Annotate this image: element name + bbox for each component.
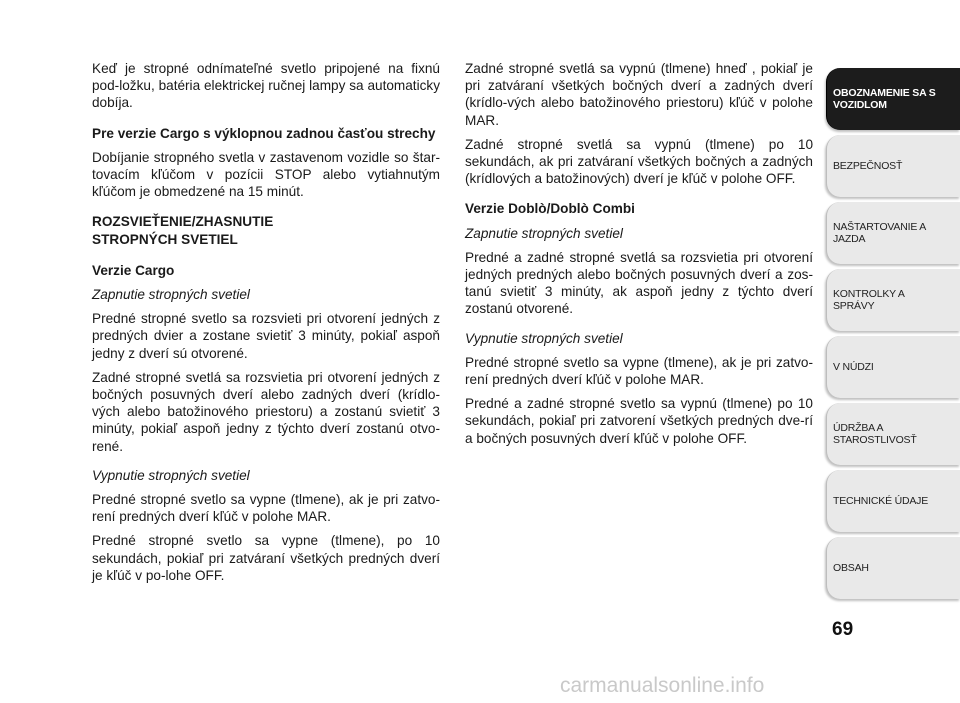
rear-light-off-mar-paragraph: Zadné stropné svetlá sa vypnú (tlmene) hneď , pokiaľ je pri zatváraní všetkých bočných dverí a zadných dverí (krídlo-vých alebo batožinového priestoru) kľúč v polohe MAR. <box>465 61 813 128</box>
tab-kontrolky[interactable] <box>826 269 960 331</box>
tab-udrzba[interactable] <box>826 403 960 465</box>
section-heading <box>92 213 440 247</box>
tab-v-nudzi[interactable] <box>826 336 960 398</box>
charging-paragraph: Dobíjanie stropného svetla v zastavenom vozidle so štar-tovacím kľúčom v pozícii STOP alebo vytiahnutým kľúčom je obmedzené na 15 minút. <box>92 149 440 200</box>
left-column <box>92 60 440 591</box>
right-column <box>465 60 813 454</box>
front-light-off-mar-paragraph: Predné stropné svetlo sa vypne (tlmene), ak je pri zatvo-rení predných dverí kľúč v polohe MAR. <box>92 492 440 525</box>
tab-oboznamenie[interactable] <box>826 68 960 130</box>
tab-label: ÚDRŽBA A STAROSTLIVOSŤ <box>833 422 917 446</box>
front-light-on-paragraph: Predné stropné svetlo sa rozsvieti pri otvorení jedných z predných dvier a zostane svietiť 3 minúty, pokiaľ aspoň jedny z dverí sú otvorené. <box>92 311 440 361</box>
doblo-switch-on-subheading: Zapnutie stropných svetiel <box>465 225 623 241</box>
tab-technicke-udaje[interactable] <box>826 470 960 532</box>
doblo-front-off-paragraph: Predné stropné svetlo sa vypne (tlmene), ak je pri zatvo-rení predných dverí kľúč v polohe MAR. <box>465 354 813 388</box>
tab-label: OBSAH <box>833 562 869 574</box>
tab-label: TECHNICKÉ ÚDAJE <box>833 495 929 507</box>
cargo-heading: Verzie Cargo <box>92 262 175 278</box>
switch-off-subheading: Vypnutie stropných svetiel <box>92 467 250 483</box>
tab-nastartovanie[interactable] <box>826 202 960 264</box>
section-heading-line1: ROZSVIEŤENIE/ZHASNUTIE <box>92 214 274 230</box>
cargo-roof-heading: Pre verzie Cargo s výklopnou zadnou časťou strechy <box>92 125 436 141</box>
doblo-lights-on-paragraph: Predné a zadné stropné svetlá sa rozsvietia pri otvorení jedných predných alebo bočných posuvných dverí a zos-tanú svietiť 3 minúty, ak aspoň jedny z týchto dverí zostanú otvorené. <box>465 249 813 317</box>
intro-paragraph: Keď je stropné odnímateľné svetlo pripojené na fixnú pod-ložku, batéria elektrickej ručnej lampy sa automaticky dobíja. <box>92 61 440 111</box>
doblo-switch-off-subheading: Vypnutie stropných svetiel <box>465 330 623 346</box>
tab-label: V NÚDZI <box>833 361 874 373</box>
tab-label: BEZPEČNOSŤ <box>833 160 903 172</box>
front-light-off-timer-paragraph: Predné stropné svetlo sa vypne (tlmene), po 10 sekundách, pokiaľ pri zatváraní všetkých predných dverí je kľúč v po-lohe OFF. <box>92 533 440 583</box>
switch-on-subheading: Zapnutie stropných svetiel <box>92 287 250 303</box>
tab-label: NAŠTARTOVANIE A JAZDA <box>833 221 926 245</box>
chapter-tabs <box>826 68 960 604</box>
doblo-all-off-paragraph: Predné a zadné stropné svetlo sa vypnú (tlmene) po 10 sekundách, pokiaľ pri zatvorení všetkých predných dve-rí a bočných posuvných dverí kľúč v polohe OFF. <box>465 396 813 446</box>
rear-light-off-timer-paragraph: Zadné stropné svetlá sa vypnú (tlmene) po 10 sekundách, ak pri zatváraní všetkých bočných a zadných (krídlových a batožinových) dverí je kľúč v polohe OFF. <box>465 136 813 187</box>
tab-label: OBOZNAMENIE SA S VOZIDLOM <box>833 87 936 111</box>
tab-obsah[interactable] <box>826 537 960 599</box>
section-heading-line2: STROPNÝCH SVETIEL <box>92 231 238 247</box>
doblo-heading: Verzie Doblò/Doblò Combi <box>465 201 635 217</box>
watermark: carmanualsonline.info <box>560 674 765 697</box>
page-number: 69 <box>832 619 854 640</box>
tab-label: KONTROLKY A SPRÁVY <box>833 288 905 312</box>
rear-light-on-paragraph: Zadné stropné svetlá sa rozsvietia pri otvorení jedných z bočných posuvných dverí alebo zadných dverí (krídlo-vých alebo batožinového priestoru) a zostanú svietiť 3 minúty, pokiaľ aspoň jedny z týchto dverí zostanú otvo-rené. <box>92 369 440 454</box>
tab-bezpecnost[interactable] <box>826 135 960 197</box>
